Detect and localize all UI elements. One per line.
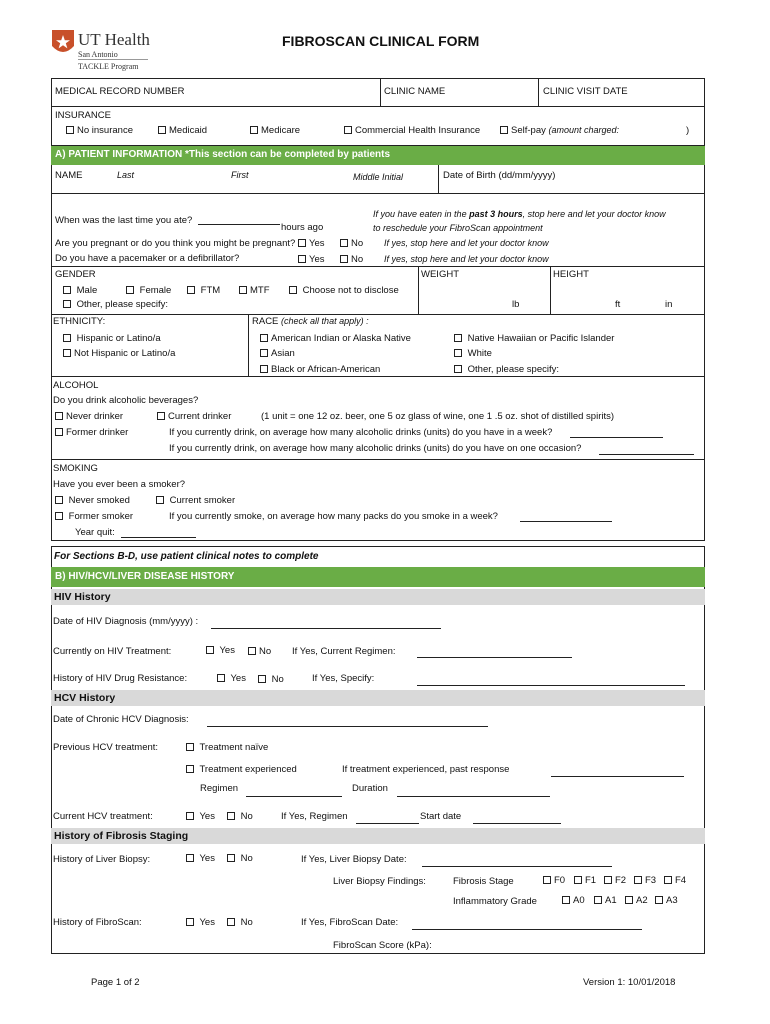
smoking-question: Have you ever been a smoker? xyxy=(53,479,186,490)
smoking-week-q: If you currently smoke, on average how many packs do you smoke in a week? xyxy=(169,511,498,522)
checkbox[interactable] xyxy=(454,349,462,357)
checkbox[interactable] xyxy=(186,743,194,751)
race-label: RACE (check all that apply) : xyxy=(252,316,369,327)
first-label: First xyxy=(231,170,249,180)
dob-label: Date of Birth (dd/mm/yyyy) xyxy=(443,170,556,181)
checkbox[interactable] xyxy=(156,496,164,504)
grade-a1[interactable]: A1 xyxy=(594,895,617,906)
checkbox[interactable] xyxy=(574,876,582,884)
fibroscan-label: History of FibroScan: xyxy=(53,917,142,928)
alcohol-week-q: If you currently drink, on average how many alcoholic drinks (units) do you have in a week? xyxy=(169,427,553,438)
ate-question: When was the last time you ate? xyxy=(55,215,193,226)
ethnicity-label: ETHNICITY: xyxy=(53,316,106,327)
hiv-tx-yes[interactable]: Yes xyxy=(206,645,235,656)
fibrosis-header: History of Fibrosis Staging xyxy=(51,828,705,844)
fibroscan-date-label: If Yes, FibroScan Date: xyxy=(301,917,399,928)
last-label: Last xyxy=(117,170,135,180)
insurance-selfpay[interactable]: Self-pay (amount charged: xyxy=(500,125,619,136)
pacemaker-yes[interactable]: Yes xyxy=(298,254,325,265)
checkbox[interactable] xyxy=(55,496,63,504)
middle-label: Middle Initial xyxy=(353,172,404,182)
ft-unit: ft xyxy=(615,299,621,310)
hiv-tx-no[interactable]: No xyxy=(248,646,271,657)
biopsy-no[interactable]: No xyxy=(227,853,253,864)
ut-star-icon xyxy=(50,28,76,58)
gender-other[interactable]: Other, please specify: xyxy=(63,299,168,310)
hiv-res-label: History of HIV Drug Resistance: xyxy=(53,673,188,684)
checkbox[interactable] xyxy=(298,239,306,247)
gender-male[interactable]: Male xyxy=(63,285,97,296)
grade-a3[interactable]: A3 xyxy=(655,895,678,906)
page-title: FIBROSCAN CLINICAL FORM xyxy=(282,33,480,49)
checkbox[interactable] xyxy=(186,854,194,862)
checkbox[interactable] xyxy=(55,428,63,436)
checkbox[interactable] xyxy=(248,647,256,655)
checkbox[interactable] xyxy=(454,365,462,373)
checkbox[interactable] xyxy=(340,239,348,247)
checkbox[interactable] xyxy=(217,674,225,682)
stage-f2[interactable]: F2 xyxy=(604,875,626,886)
race-hawaiian[interactable]: Native Hawaiian or Pacific Islander xyxy=(454,333,614,344)
checkbox[interactable] xyxy=(258,675,266,683)
ethnicity-not-hispanic[interactable]: Not Hispanic or Latino/a xyxy=(63,348,175,359)
version: Version 1: 10/01/2018 xyxy=(583,977,676,988)
fibrosis-stage: Fibrosis Stage xyxy=(453,876,514,887)
checkbox[interactable] xyxy=(206,646,214,654)
checkbox[interactable] xyxy=(634,876,642,884)
pregnant-yes[interactable]: Yes xyxy=(298,238,325,249)
hcv-prev-label: Previous HCV treatment: xyxy=(53,742,159,753)
mrn-label: MEDICAL RECORD NUMBER xyxy=(55,86,185,97)
pacemaker-note: If yes, stop here and let your doctor know xyxy=(384,254,549,264)
grade-a0[interactable]: A0 xyxy=(562,895,585,906)
pacemaker-no[interactable]: No xyxy=(340,254,363,265)
hiv-regimen-label: If Yes, Current Regimen: xyxy=(292,646,396,657)
biopsy-yes[interactable]: Yes xyxy=(186,853,215,864)
checkbox[interactable] xyxy=(63,286,71,294)
checkbox[interactable] xyxy=(66,126,74,134)
checkbox[interactable] xyxy=(260,334,268,342)
checkbox[interactable] xyxy=(126,286,134,294)
ate-note: If you have eaten in the past 3 hours, stop here and let your doctor know xyxy=(373,209,666,219)
alcohol-former[interactable]: Former drinker xyxy=(55,427,128,438)
hiv-date-label: Date of HIV Diagnosis (mm/yyyy) : xyxy=(53,616,199,627)
pacemaker-question: Do you have a pacemaker or a defibrillator? xyxy=(55,253,240,264)
checkbox[interactable] xyxy=(260,349,268,357)
year-quit-label: Year quit: xyxy=(75,527,115,538)
page-number: Page 1 of 2 xyxy=(91,977,140,988)
visit-date-label: CLINIC VISIT DATE xyxy=(543,86,628,97)
stage-f4[interactable]: F4 xyxy=(664,875,686,886)
section-a-header: A) PATIENT INFORMATION *This section can be completed by patients xyxy=(51,145,705,165)
gender-female[interactable]: Female xyxy=(126,285,171,296)
hcv-regimen-label: Regimen xyxy=(200,783,239,794)
insurance-label: INSURANCE xyxy=(55,110,111,121)
smoking-label: SMOKING xyxy=(53,463,98,474)
checkbox[interactable] xyxy=(63,349,71,357)
in-unit: in xyxy=(665,299,673,310)
fibroscan-no[interactable]: No xyxy=(227,917,253,928)
checkbox[interactable] xyxy=(500,126,508,134)
checkbox[interactable] xyxy=(55,512,63,520)
biopsy-date-label: If Yes, Liver Biopsy Date: xyxy=(301,854,407,865)
checkbox[interactable] xyxy=(186,765,194,773)
alcohol-current[interactable]: Current drinker xyxy=(157,411,231,422)
hiv-res-yes[interactable]: Yes xyxy=(217,673,246,684)
name-label: NAME xyxy=(55,170,83,181)
insurance-close: ) xyxy=(686,125,690,136)
checkbox[interactable] xyxy=(63,334,71,342)
checkbox[interactable] xyxy=(562,896,570,904)
checkbox[interactable] xyxy=(227,918,235,926)
logo xyxy=(50,26,160,74)
sections-bd-note: For Sections B-D, use patient clinical notes to complete xyxy=(54,551,319,562)
insurance-none[interactable]: No insurance xyxy=(66,125,133,136)
checkbox[interactable] xyxy=(63,300,71,308)
hiv-res-no[interactable]: No xyxy=(258,674,284,685)
race-black[interactable]: Black or African-American xyxy=(260,364,380,375)
checkbox[interactable] xyxy=(655,896,663,904)
gender-nodisclose[interactable]: Choose not to disclose xyxy=(289,285,399,296)
checkbox[interactable] xyxy=(157,412,165,420)
gender-ftm[interactable]: FTM xyxy=(187,285,220,296)
checkbox[interactable] xyxy=(227,854,235,862)
hours-ago: hours ago xyxy=(281,222,324,233)
height-label: HEIGHT xyxy=(553,269,589,280)
checkbox[interactable] xyxy=(594,896,602,904)
insurance-medicare[interactable]: Medicare xyxy=(250,125,300,136)
checkbox[interactable] xyxy=(344,126,352,134)
pregnant-question: Are you pregnant or do you think you might be pregnant? xyxy=(55,238,296,249)
checkbox[interactable] xyxy=(260,365,268,373)
checkbox[interactable] xyxy=(186,918,194,926)
hcv-date-label: Date of Chronic HCV Diagnosis: xyxy=(53,714,189,725)
checkbox[interactable] xyxy=(250,126,258,134)
hcv-cur-no[interactable]: No xyxy=(227,811,253,822)
alcohol-label: ALCOHOL xyxy=(53,380,99,391)
alcohol-unit-note: (1 unit = one 12 oz. beer, one 5 oz glass of wine, one 1 .5 oz. shot of distilled spirits) xyxy=(261,411,615,422)
ate-note-2: to reschedule your FibroScan appointment xyxy=(373,223,543,233)
hiv-history-header: HIV History xyxy=(51,589,705,605)
hcv-past-response: If treatment experienced, past response xyxy=(342,764,510,775)
fibroscan-yes[interactable]: Yes xyxy=(186,917,215,928)
alcohol-occasion-q: If you currently drink, on average how many alcoholic drinks (units) do you have on one occasion? xyxy=(169,443,582,454)
hcv-start-date: Start date xyxy=(420,811,462,822)
alcohol-never[interactable]: Never drinker xyxy=(55,411,123,422)
hcv-naive[interactable]: Treatment naïve xyxy=(186,742,268,753)
checkbox[interactable] xyxy=(604,876,612,884)
hcv-duration-label: Duration xyxy=(352,783,388,794)
alcohol-question: Do you drink alcoholic beverages? xyxy=(53,395,199,406)
checkbox[interactable] xyxy=(340,255,348,263)
inflammatory-grade: Inflammatory Grade xyxy=(453,896,537,907)
lb-unit: lb xyxy=(512,299,520,310)
checkbox[interactable] xyxy=(239,286,247,294)
insurance-medicaid[interactable]: Medicaid xyxy=(158,125,207,136)
stage-f1[interactable]: F1 xyxy=(574,875,596,886)
biopsy-findings: Liver Biopsy Findings: xyxy=(333,876,426,887)
checkbox[interactable] xyxy=(186,812,194,820)
stage-f3[interactable]: F3 xyxy=(634,875,656,886)
smoking-current[interactable]: Current smoker xyxy=(156,495,235,506)
race-white[interactable]: White xyxy=(454,348,492,359)
checkbox[interactable] xyxy=(289,286,297,294)
checkbox[interactable] xyxy=(454,334,462,342)
logo-brand: UT Health xyxy=(78,30,150,49)
race-native[interactable]: American Indian or Alaska Native xyxy=(260,333,411,344)
weight-label: WEIGHT xyxy=(421,269,459,280)
race-other[interactable]: Other, please specify: xyxy=(454,364,559,375)
logo-sub1: San Antonio xyxy=(78,50,118,59)
ethnicity-hispanic[interactable]: Hispanic or Latino/a xyxy=(63,333,161,344)
grade-a2[interactable]: A2 xyxy=(625,895,648,906)
checkbox[interactable] xyxy=(55,412,63,420)
fibroscan-score-label: FibroScan Score (kPa): xyxy=(333,940,432,951)
checkbox[interactable] xyxy=(298,255,306,263)
checkbox[interactable] xyxy=(187,286,195,294)
hcv-current-label: Current HCV treatment: xyxy=(53,811,153,822)
hcv-if-regimen: If Yes, Regimen xyxy=(281,811,348,822)
smoking-former[interactable]: Former smoker xyxy=(55,511,133,522)
hiv-tx-label: Currently on HIV Treatment: xyxy=(53,646,172,657)
hiv-specify-label: If Yes, Specify: xyxy=(312,673,375,684)
pregnant-note: If yes, stop here and let your doctor know xyxy=(384,238,549,248)
clinic-name-label: CLINIC NAME xyxy=(384,86,446,97)
checkbox[interactable] xyxy=(625,896,633,904)
stage-f0[interactable]: F0 xyxy=(543,875,565,886)
checkbox[interactable] xyxy=(543,876,551,884)
hcv-cur-yes[interactable]: Yes xyxy=(186,811,215,822)
pregnant-no[interactable]: No xyxy=(340,238,363,249)
hcv-experienced[interactable]: Treatment experienced xyxy=(186,764,297,775)
checkbox[interactable] xyxy=(158,126,166,134)
race-asian[interactable]: Asian xyxy=(260,348,295,359)
hcv-history-header: HCV History xyxy=(51,690,705,706)
logo-sub2: TACKLE Program xyxy=(78,62,139,71)
biopsy-label: History of Liver Biopsy: xyxy=(53,854,151,865)
checkbox[interactable] xyxy=(664,876,672,884)
gender-mtf[interactable]: MTF xyxy=(239,285,270,296)
section-b-header: B) HIV/HCV/LIVER DISEASE HISTORY xyxy=(51,567,705,587)
checkbox[interactable] xyxy=(227,812,235,820)
smoking-never[interactable]: Never smoked xyxy=(55,495,130,506)
insurance-commercial[interactable]: Commercial Health Insurance xyxy=(344,125,480,136)
gender-label: GENDER xyxy=(55,269,96,280)
